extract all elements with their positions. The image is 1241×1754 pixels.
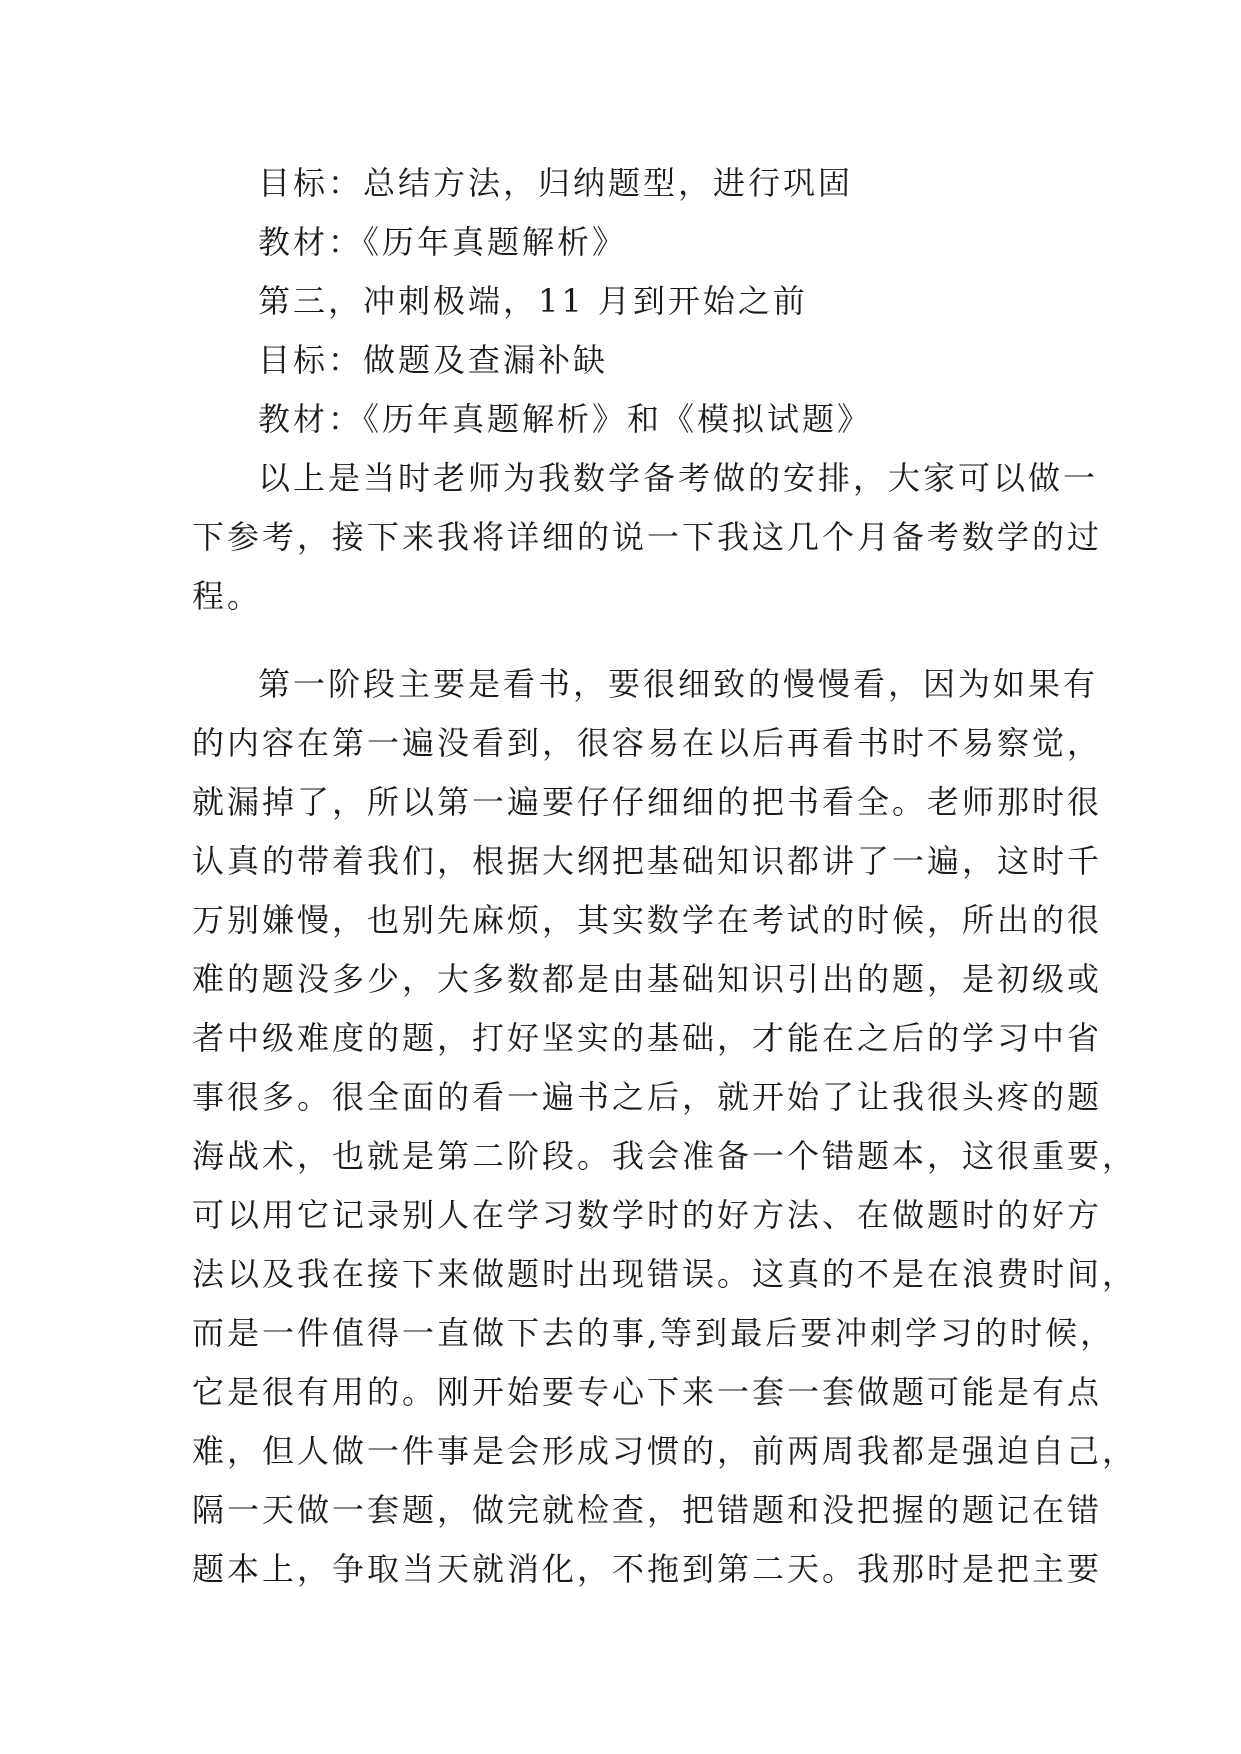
paragraph-line: 认真的带着我们，根据大纲把基础知识都讲了一遍，这时千: [192, 842, 1103, 880]
paragraph-line: 程。: [192, 577, 263, 615]
paragraph-stage-one: [192, 655, 1138, 1658]
paragraph-line: 下参考，接下来我将详细的说一下我这几个月备考数学的过: [192, 518, 1103, 556]
paragraph-line: 隔一天做一套题，做完就检查，把错题和没把握的题记在错: [192, 1491, 1103, 1529]
paragraph-line: 难的题没多少，大多数都是由基础知识引出的题，是初级或: [192, 960, 1103, 998]
paragraph-line: 难，但人做一件事是会形成习惯的，前两周我都是强迫自己，: [192, 1432, 1138, 1470]
document-body: [192, 154, 1138, 1658]
paragraph-line: 的内容在第一遍没看到，很容易在以后再看书时不易察觉，: [192, 724, 1103, 762]
paragraph-spacer: [192, 626, 1072, 655]
paragraph-line: 事很多。很全面的看一遍书之后，就开始了让我很头疼的题: [192, 1078, 1103, 1116]
paragraph-intro: [192, 449, 1103, 626]
paragraph-line: 者中级难度的题，打好坚实的基础，才能在之后的学习中省: [192, 1019, 1103, 1057]
paragraph-line: 而是一件值得一直做下去的事,等到最后要冲刺学习的时候，: [192, 1314, 1116, 1352]
text-line-material-1: 教材：《历年真题解析》: [258, 223, 628, 261]
paragraph-line: 万别嫌慢，也别先麻烦，其实数学在考试的时候，所出的很: [192, 901, 1103, 939]
paragraph-line: 它是很有用的。刚开始要专心下来一套一套做题可能是有点: [192, 1373, 1103, 1411]
text-line-goal-2: 目标：做题及查漏补缺: [258, 341, 609, 379]
paragraph-line: 海战术，也就是第二阶段。我会准备一个错题本，这很重要，: [192, 1137, 1138, 1175]
paragraph-line: 以上是当时老师为我数学备考做的安排，大家可以做一: [258, 459, 1099, 497]
paragraph-line: 可以用它记录别人在学习数学时的好方法、在做题时的好方: [192, 1196, 1103, 1234]
text-line-material-2: 教材：《历年真题解析》和《模拟试题》: [258, 400, 873, 438]
text-line-stage-3: 第三，冲刺极端，11 月到开始之前: [258, 282, 808, 320]
paragraph-line: 就漏掉了，所以第一遍要仔仔细细的把书看全。老师那时很: [192, 783, 1103, 821]
paragraph-line: [192, 1599, 1072, 1658]
text-line-goal-1: 目标：总结方法，归纳题型，进行巩固: [258, 164, 854, 202]
paragraph-line: 题本上，争取当天就消化，不拖到第二天。我那时是把主要: [192, 1550, 1103, 1588]
paragraph-line: 法以及我在接下来做题时出现错误。这真的不是在浪费时间，: [192, 1255, 1138, 1293]
paragraph-line: 第一阶段主要是看书，要很细致的慢慢看，因为如果有: [258, 665, 1099, 703]
